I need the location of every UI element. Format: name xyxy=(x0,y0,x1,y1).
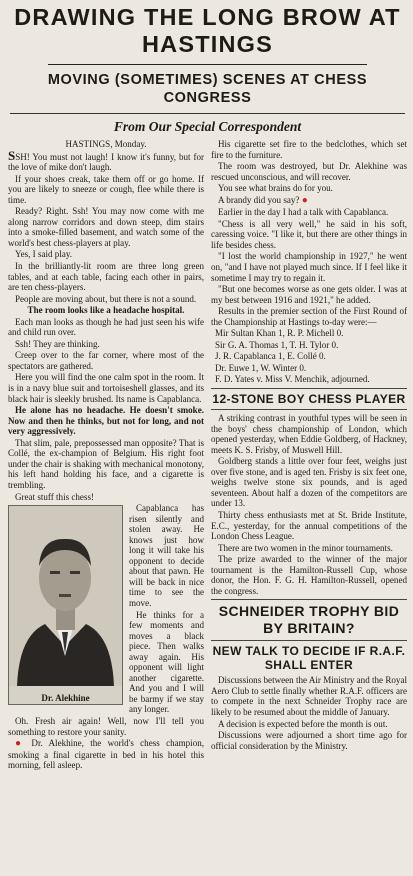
section-rule xyxy=(211,388,407,389)
paragraph: Yes, I said play. xyxy=(15,249,73,260)
bold-paragraph: He alone has no headache. He doesn't smoke. Now and then he thinks, but not for long, and not very aggressively. xyxy=(8,405,204,437)
red-dot-icon: ● xyxy=(15,738,26,750)
article-columns xyxy=(8,139,407,772)
paragraph-text: Dr. Alekhine, the world's chess champion, smoking a final cigarette in bed in his hotel this morning, fell asleep. xyxy=(8,738,205,771)
paragraph: The prize awarded to the winner of the major tournament is the Hamilton-Russell Cup, whose donor, the Hon. F. G. H. Hamilton-Russell, opened the congress. xyxy=(211,554,407,596)
section-rule xyxy=(211,640,407,641)
paragraph: "I lost the world championship in 1927," he went on, "and I have not played much since. If I feel like it sometime I may try to regain it. xyxy=(211,251,407,283)
headline-title: DRAWING THE LONG BROW AT HASTINGS xyxy=(14,4,401,57)
paragraph: Capablanca has risen silently and stolen away. He knows just how long it will take his opponent to decide about that pawn. He will be back in nice time to see the move. xyxy=(129,503,204,608)
result-line: F. D. Yates v. Miss V. Menchik, adjourned. xyxy=(215,374,370,385)
paragraph: A striking contrast in youthful types will be seen in the boys' chess championship of London, which opened yesterday, when Eddie Goldberg, of Hackney, meets K. S. Frisby, of Muswell Hill. xyxy=(211,413,407,455)
paragraph: The room was destroyed, but Dr. Alekhine was rescued unconscious, and will recover. xyxy=(211,161,407,182)
section-rule xyxy=(211,409,407,410)
paragraph: If your shoes creak, take them off or go home. If you are likely to sneeze or cough, flee while there is time. xyxy=(8,173,204,205)
dateline: HASTINGS, Monday. xyxy=(65,139,147,149)
paragraph: Earlier in the day I had a talk with Capablanca. xyxy=(218,207,389,218)
paragraph: Great stuff this chess! xyxy=(15,491,94,502)
paragraph: Discussions between the Air Ministry and the Royal Aero Club to settle finally whether R.A.F. officers are to compete in the next Schneider Trophy race are likely to be resumed about the middle of January. xyxy=(211,675,407,717)
result-line: Mir Sultan Khan 1, R. P. Michell 0. xyxy=(215,328,344,339)
paragraph: A decision is expected before the month is out. xyxy=(218,718,388,729)
paragraph: Thirty chess enthusiasts met at St. Bride Institute, E.C., yesterday, for the annual competitions of the London Chess League. xyxy=(211,509,407,542)
lead-paragraph: SSH! You must not laugh! I know it's funny, but for the love of mike don't laugh. xyxy=(8,147,204,173)
headline-subtitle: MOVING (SOMETIMES) SCENES AT CHESS CONGRESS xyxy=(47,72,368,106)
paragraph: Oh. Fresh air again! Well, now I'll tell you something to restore your sanity. xyxy=(8,715,204,737)
paragraph: Discussions were adjourned a short time ago for official consideration by the Ministry. xyxy=(211,730,407,751)
paragraph: His cigarette set fire to the bedclothes, which set fire to the furniture. xyxy=(211,139,407,160)
paragraph-text: A brandy did you say? xyxy=(218,194,300,205)
paragraph xyxy=(211,195,407,207)
paragraph: Ready? Right. Ssh! You may now come with me along narrow corridors and down steep, dim stairs into a smoke-filled basement, and watch some of the world's best chess-players at play. xyxy=(8,206,204,248)
paragraph: There are two women in the minor tournaments. xyxy=(218,542,393,553)
section-rule xyxy=(211,599,407,600)
byline: From Our Special Correspondent xyxy=(113,119,302,134)
paragraph: In the brilliantly-lit room are three long green tables, and at each table, facing each other in pairs, are ten chess-players. xyxy=(8,261,204,293)
paragraph: Creep over to the far corner, where most of the spectators are gathered. xyxy=(8,350,204,371)
alekhine-photo xyxy=(8,505,123,705)
red-dot-icon: ● xyxy=(301,194,308,206)
paragraph: Here you will find the one calm spot in the room. It is in a navy blue suit and tortoiseshell glasses, and its black hair is sleekly brushed. Its name is Capablanca. xyxy=(8,372,204,404)
paragraph: Goldberg stands a little over four feet, weighs just over five stone, and is aged ten. Frisby is six feet one, weighs twelve stone six pounds, and is aged seventeen. About half a dozen of the competitors are under 13. xyxy=(211,456,407,509)
paragraph: Results in the premier section of the First Round of the Championship at Hastings to-day were:— xyxy=(211,306,407,327)
result-line: Sir G. A. Thomas 1, T. H. Tylor 0. xyxy=(215,339,339,350)
paragraph: He thinks for a few moments and moves a black piece. Then walks away again. His opponent will light another cigarette. And you and I will be barmy if we stay any longer. xyxy=(129,609,204,715)
portrait-image xyxy=(9,506,122,686)
paragraph xyxy=(8,738,204,771)
schneider-subhead: NEW TALK TO DECIDE IF R.A.F. SHALL ENTER xyxy=(212,644,406,673)
photo-caption: Dr. Alekhine xyxy=(41,692,90,703)
paragraph: Each man looks as though he had just seen his wife and child run over. xyxy=(8,316,204,338)
right-column xyxy=(211,139,407,772)
headline-rule xyxy=(48,64,367,65)
result-line: Dr. Euwe 1, W. Winter 0. xyxy=(215,362,307,373)
schneider-headline: SCHNEIDER TROPHY BID BY BRITAIN? xyxy=(218,603,400,637)
result-line: J. R. Capablanca 1, E. Collé 0. xyxy=(215,351,326,362)
paragraph: "But one becomes worse as one gets older. I was at my best between 1916 and 1921," he added. xyxy=(211,284,407,305)
paragraph: That slim, pale, prepossessed man opposite? That is Collé, the ex-champion of Belgium. His right foot under the chair is shaking with mechanical monotony, his left hand holding his face, and a cigarette is trembling. xyxy=(8,437,204,490)
byline-rule xyxy=(10,113,405,114)
boy-chess-headline: 12-STONE BOY CHESS PLAYER xyxy=(212,392,406,407)
paragraph: "Chess is all very well," he said in his soft, caressing voice. "I like it, but there are other things in life besides chess. xyxy=(211,218,407,250)
left-column xyxy=(8,139,204,772)
subhead: The room looks like a headache hospital. xyxy=(27,305,185,316)
paragraph: Ssh! They are thinking. xyxy=(15,338,100,349)
paragraph: People are moving about, but there is not a sound. xyxy=(15,293,197,304)
paragraph: You see what brains do for you. xyxy=(218,183,333,194)
